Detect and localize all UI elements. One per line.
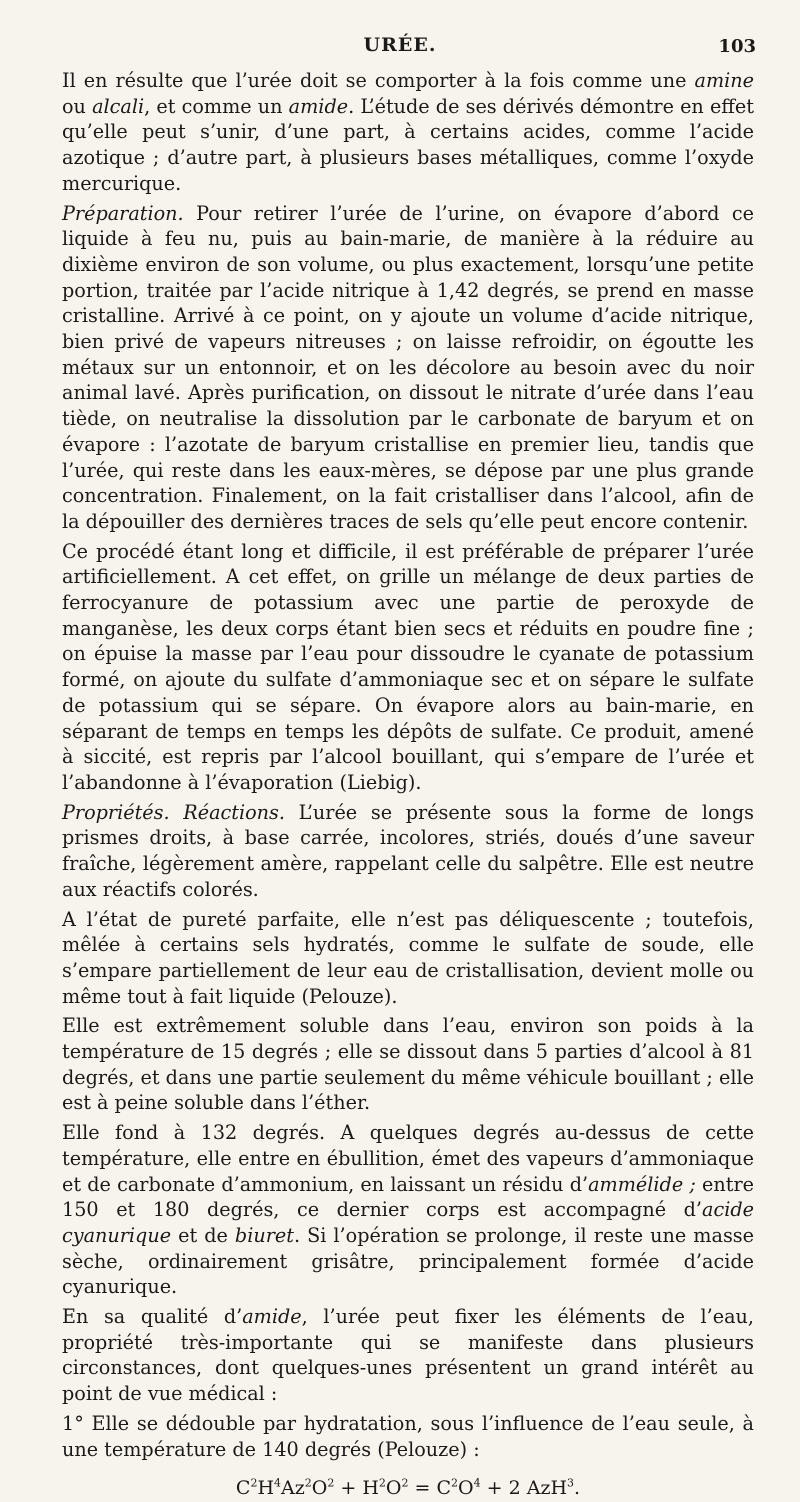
formula-superscript: 2	[327, 1476, 335, 1490]
formula-superscript: 3	[567, 1476, 575, 1490]
paragraph-deliquescence	[62, 907, 754, 1010]
page-number: 103	[718, 36, 756, 57]
text-run: , l’urée peut fixer les éléments de l’eau, propriété très-importante qui se manifeste dans plusieurs circonstances, dont quelques-unes présentent un grand intérêt au point de vue médical :	[62, 1305, 754, 1406]
paragraph-hydration	[62, 1304, 754, 1407]
formula-superscript: 2	[250, 1476, 258, 1490]
formula-superscript: 2	[378, 1476, 386, 1490]
formula-text: O	[385, 1477, 402, 1500]
text-run: Elle fond à 132 degrés. A quelques degrés au-dessus de cette température, elle entre en ébullition, émet des vapeurs d’ammoniaque et de carbonate d’ammonium, en laissant un résidu d’	[62, 1121, 754, 1196]
paragraph-amine-amide	[62, 68, 754, 197]
formula-superscript: 4	[473, 1476, 481, 1490]
text-run: . Si l’opération se prolonge, il reste une masse sèche, ordinairement grisâtre, principalement formée d’acide cyanurique.	[62, 1223, 754, 1299]
text-run: Elle est extrêmement soluble dans l’eau, environ son poids à la température de 15 degrés ; elle se dissout dans 5 parties d’alcool à 81 degrés, et dans une partie seulement du même véhicule bouillant ; elle est à peine soluble dans l’éther.	[62, 1014, 754, 1115]
paragraph-artificial-synthesis	[62, 539, 754, 796]
paragraph-dedoublement	[62, 1411, 754, 1462]
formula-superscript: 4	[274, 1476, 282, 1490]
paragraph-melting	[62, 1120, 754, 1300]
italic-run: ammélide ;	[588, 1172, 696, 1196]
text-run: . L’étude de ses dérivés démontre en effet qu’elle peut s’unir, d’une part, à certains acides, comme l’acide azotique ; d’autre part, à plusieurs bases métalliques, comme l’oxyde mercurique.	[62, 94, 754, 195]
formula-text: .	[574, 1477, 581, 1500]
text-run: , et comme un	[144, 94, 289, 118]
formula-superscript: 2	[451, 1476, 459, 1490]
formula-text: O	[311, 1477, 328, 1500]
formula-superscript: 2	[401, 1476, 409, 1490]
text-run: ou	[62, 94, 93, 118]
text-run: Pour retirer l’urée de l’urine, on évapore d’abord ce liquide à feu nu, puis au bain-marie, de manière à la réduire au dixième environ de son volume, ou plus exactement, lorsqu’une petite portion, traitée par l’acide nitrique à 1,42 degrés, se prend en masse cristalline. Arrivé à ce point, on y ajoute un volume d’acide nitrique, bien privé de vapeurs nitreuses ; on laisse refroidir, on égoutte les métaux sur un entonnoir, et on les décolore au besoin avec du noir animal lavé. Après purification, on dissout le nitrate d’urée dans l’eau tiède, on neutralise la dissolution par le carbonate de baryum et on évapore : l’azotate de baryum cristallise en premier lieu, tandis que l’urée, qui reste dans les eaux-mères, se dépose par une plus grande concentration. Finalement, on la fait cristalliser dans l’alcool, afin de la dépouiller des dernières traces de sels qu’elle peut encore contenir.	[62, 201, 754, 533]
italic-run: amide	[242, 1305, 302, 1329]
text-run: L’urée se présente sous la forme de longs prismes droits, à base carrée, incolores, striés, doués d’une saveur fraîche, légèrement amère, rappelant celle du salpêtre. Elle est neutre aux réactifs colorés.	[62, 800, 754, 901]
formula-text: O	[458, 1477, 474, 1500]
page-body	[62, 68, 754, 1502]
text-run: Ce procédé étant long et difficile, il est préférable de préparer l’urée artificiellement. A cet effet, on grille un mélange de deux parties de ferrocyanure de potassium avec une partie de peroxyde de manganèse, les deux corps étant bien secs et réduits en poudre fine ; on épuise la masse par l’eau pour dissoudre le cyanate de potassium formé, on ajoute du sulfate d’ammoniaque sec et on sépare le sulfate de potassium qui se sépare. On évapore alors au bain-marie, en séparant de temps en temps les dépôts de sulfate. Ce produit, amené à siccité, est repris par l’alcool bouillant, qui s’empare de l’urée et l’abandonne à l’évaporation (Liebig).	[62, 539, 754, 794]
paragraph-preparation	[62, 201, 754, 535]
text-run: entre 150 et 180 degrés, ce dernier corps est accompagné d’	[62, 1172, 754, 1222]
italic-run: biuret	[234, 1223, 294, 1247]
text-run: A l’état de pureté parfaite, elle n’est pas déliquescente ; toutefois, mêlée à certains sels hydratés, comme le sulfate de soude, elle s’empare partiellement de leur eau de cristallisation, devient molle ou même tout à fait liquide (Pelouze).	[62, 907, 754, 1008]
formula-text: H	[257, 1477, 275, 1500]
formula-superscript: 2	[304, 1476, 312, 1490]
text-run: et de	[171, 1223, 235, 1247]
formula-text: Az	[281, 1477, 305, 1500]
italic-run: alcali	[92, 94, 145, 118]
paragraph-solubility	[62, 1013, 754, 1116]
chemical-equation	[62, 1476, 754, 1502]
formula-text: C	[235, 1477, 251, 1500]
formula-text: + 2 AzH	[480, 1477, 568, 1500]
text-run: En sa qualité d’	[62, 1305, 243, 1329]
italic-run: Préparation.	[62, 201, 184, 225]
italic-run: Propriétés. Réactions.	[62, 800, 285, 824]
text-run: Il en résulte que l’urée doit se comporter à la fois comme une	[62, 69, 695, 92]
paragraph-properties	[62, 800, 754, 903]
running-title: URÉE.	[363, 34, 437, 56]
italic-run: acide cyanurique	[62, 1198, 754, 1247]
formula-text: + H	[334, 1477, 379, 1500]
page-header	[0, 32, 800, 64]
italic-run: amide	[288, 94, 349, 118]
italic-run: amine	[694, 69, 754, 92]
text-run: 1° Elle se dédouble par hydratation, sous l’influence de l’eau seule, à une température de 140 degrés (Pelouze) :	[62, 1411, 754, 1461]
formula-text: = C	[408, 1477, 452, 1500]
